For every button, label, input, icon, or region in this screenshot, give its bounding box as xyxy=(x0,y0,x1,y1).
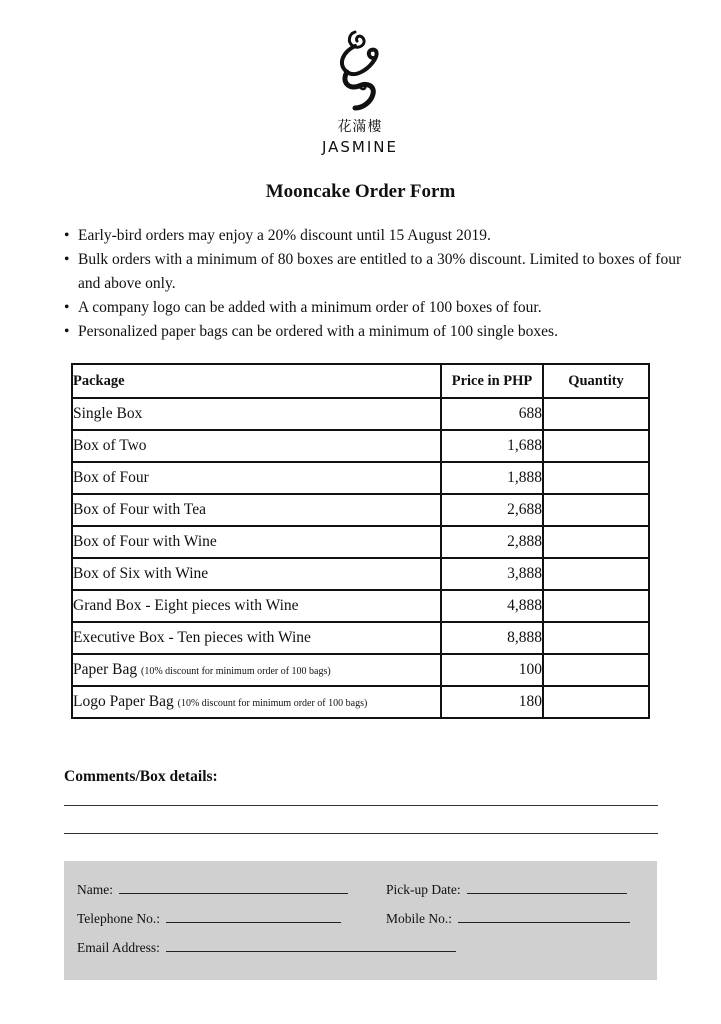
package-cell xyxy=(72,654,441,686)
package-name: Box of Four with Wine xyxy=(73,533,217,550)
table-row xyxy=(72,558,649,590)
quantity-cell[interactable] xyxy=(543,430,649,462)
brand-logo xyxy=(320,28,400,162)
package-cell xyxy=(72,462,441,494)
form-title: Mooncake Order Form xyxy=(265,181,456,202)
brand-name: JASMINE xyxy=(321,138,398,156)
price-cell: 1,888 xyxy=(441,462,543,494)
table-row xyxy=(72,494,649,526)
comments-line-2[interactable] xyxy=(64,833,658,834)
header-quantity: Quantity xyxy=(543,364,649,398)
name-field xyxy=(77,881,348,898)
email-label: Email Address: xyxy=(77,940,160,955)
price-cell: 2,688 xyxy=(441,494,543,526)
comments-line-1[interactable] xyxy=(64,805,658,806)
table-row xyxy=(72,590,649,622)
pickup-date-label: Pick-up Date: xyxy=(386,882,461,897)
price-cell: 2,888 xyxy=(441,526,543,558)
jasmine-swirl-logo-icon xyxy=(333,28,387,112)
contact-panel xyxy=(64,861,657,980)
table-row xyxy=(72,398,649,430)
package-cell xyxy=(72,686,441,718)
name-label: Name: xyxy=(77,882,113,897)
note-item: • Personalized paper bags can be ordered with a minimum of 100 single boxes. xyxy=(64,320,684,344)
pickup-date-field xyxy=(386,881,627,898)
package-name: Logo Paper Bag xyxy=(73,693,174,710)
quantity-cell[interactable] xyxy=(543,622,649,654)
quantity-cell[interactable] xyxy=(543,494,649,526)
package-name: Box of Six with Wine xyxy=(73,565,209,582)
package-name: Grand Box - Eight pieces with Wine xyxy=(73,597,299,614)
package-name: Box of Four xyxy=(73,469,149,486)
telephone-input-line[interactable] xyxy=(166,910,341,923)
mobile-input-line[interactable] xyxy=(458,910,630,923)
table-row xyxy=(72,462,649,494)
telephone-field xyxy=(77,910,341,927)
table-row xyxy=(72,526,649,558)
package-cell xyxy=(72,526,441,558)
price-cell: 180 xyxy=(441,686,543,718)
note-item: • A company logo can be added with a minimum order of 100 boxes of four. xyxy=(64,296,684,320)
notes-list xyxy=(64,224,684,344)
price-cell: 8,888 xyxy=(441,622,543,654)
name-input-line[interactable] xyxy=(119,881,348,894)
price-cell: 3,888 xyxy=(441,558,543,590)
package-name: Executive Box - Ten pieces with Wine xyxy=(73,629,311,646)
table-header-row xyxy=(72,364,649,398)
header-package: Package xyxy=(72,364,441,398)
package-cell xyxy=(72,494,441,526)
quantity-cell[interactable] xyxy=(543,654,649,686)
note-item: • Early-bird orders may enjoy a 20% discount until 15 August 2019. xyxy=(64,224,684,248)
table-row xyxy=(72,686,649,718)
package-name: Box of Two xyxy=(73,437,147,454)
quantity-cell[interactable] xyxy=(543,686,649,718)
order-table xyxy=(71,363,650,719)
price-cell: 4,888 xyxy=(441,590,543,622)
quantity-cell[interactable] xyxy=(543,462,649,494)
package-cell xyxy=(72,558,441,590)
price-cell: 1,688 xyxy=(441,430,543,462)
table-row xyxy=(72,654,649,686)
package-cell xyxy=(72,622,441,654)
package-name: Single Box xyxy=(73,405,143,422)
package-cell xyxy=(72,398,441,430)
quantity-cell[interactable] xyxy=(543,558,649,590)
package-cell xyxy=(72,430,441,462)
pickup-date-input-line[interactable] xyxy=(467,881,627,894)
package-name: Paper Bag xyxy=(73,661,138,678)
quantity-cell[interactable] xyxy=(543,590,649,622)
telephone-label: Telephone No.: xyxy=(77,911,161,926)
table-row xyxy=(72,622,649,654)
quantity-cell[interactable] xyxy=(543,526,649,558)
package-note: (10% discount for minimum order of 100 bags) xyxy=(177,698,368,709)
note-item: • Bulk orders with a minimum of 80 boxes are entitled to a 30% discount. Limited to boxes of four and above only. xyxy=(64,248,684,296)
mobile-field xyxy=(386,910,630,927)
mobile-label: Mobile No.: xyxy=(386,911,452,926)
email-field xyxy=(77,939,456,956)
table-row xyxy=(72,430,649,462)
header-price: Price in PHP xyxy=(441,364,543,398)
package-name: Box of Four with Tea xyxy=(73,501,206,518)
package-cell xyxy=(72,590,441,622)
email-input-line[interactable] xyxy=(166,939,456,952)
price-cell: 100 xyxy=(441,654,543,686)
package-note: (10% discount for minimum order of 100 bags) xyxy=(141,666,331,677)
price-cell: 688 xyxy=(441,398,543,430)
brand-chinese-name: 花滿樓 xyxy=(337,119,383,135)
comments-label: Comments/Box details: xyxy=(64,768,218,785)
quantity-cell[interactable] xyxy=(543,398,649,430)
